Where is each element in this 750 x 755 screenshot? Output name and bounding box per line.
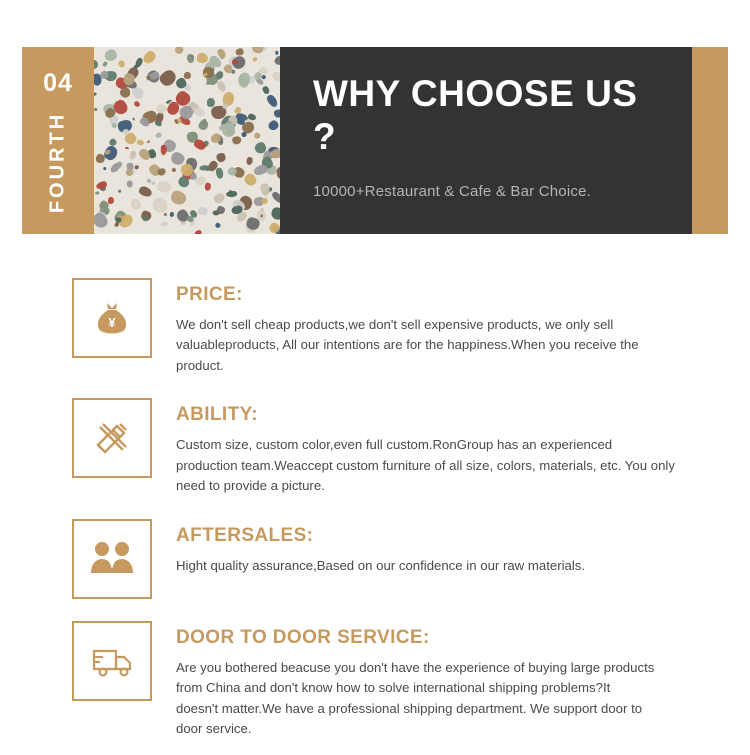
terrazzo-image <box>94 47 280 234</box>
pencil-ruler-icon <box>72 398 152 478</box>
section-number: 04 <box>43 69 73 97</box>
feature-list <box>72 278 692 740</box>
feature-item-price <box>72 278 692 376</box>
banner-number-block <box>22 47 94 234</box>
delivery-truck-icon <box>72 621 152 701</box>
terrazzo-pattern <box>94 47 280 234</box>
page-subtitle: 10000+Restaurant & Cafe & Bar Choice. <box>313 182 591 200</box>
feature-body: Are you bothered beacuse you don't have the experience of buying large products from China and don't know how to solve international shipping problems?It doesn't matter.We have a professional shipping department. We support door to door service. <box>176 659 655 737</box>
feature-item-door-to-door <box>72 621 692 740</box>
two-people-icon <box>72 519 152 599</box>
banner-heading-block <box>280 47 728 234</box>
feature-body: Hight quality assurance,Based on our confidence in our raw materials. <box>176 557 586 573</box>
feature-item-aftersales <box>72 519 692 599</box>
feature-title: ABILITY: <box>176 404 259 426</box>
section-banner <box>22 47 728 234</box>
svg-text:¥: ¥ <box>108 315 116 330</box>
page-title: WHY CHOOSE US ? <box>313 73 638 157</box>
money-bag-icon <box>72 278 152 358</box>
feature-title: AFTERSALES: <box>176 524 314 546</box>
feature-body: We don't sell cheap products,we don't sell expensive products, we only sell valuableproducts, All our intentions are for the happiness.When you receive the product. <box>176 317 639 373</box>
section-ordinal: FOURTH <box>46 111 69 214</box>
feature-title: DOOR TO DOOR SERVICE: <box>176 626 430 648</box>
feature-body: Custom size, custom color,even full custom.RonGroup has an experienced production team.Weaccept custom furniture of all size, colors, materials, etc. You only need to provide a picture. <box>176 437 675 494</box>
feature-title: PRICE: <box>176 284 243 305</box>
banner-accent-bar <box>692 47 728 234</box>
feature-item-ability <box>72 398 692 496</box>
